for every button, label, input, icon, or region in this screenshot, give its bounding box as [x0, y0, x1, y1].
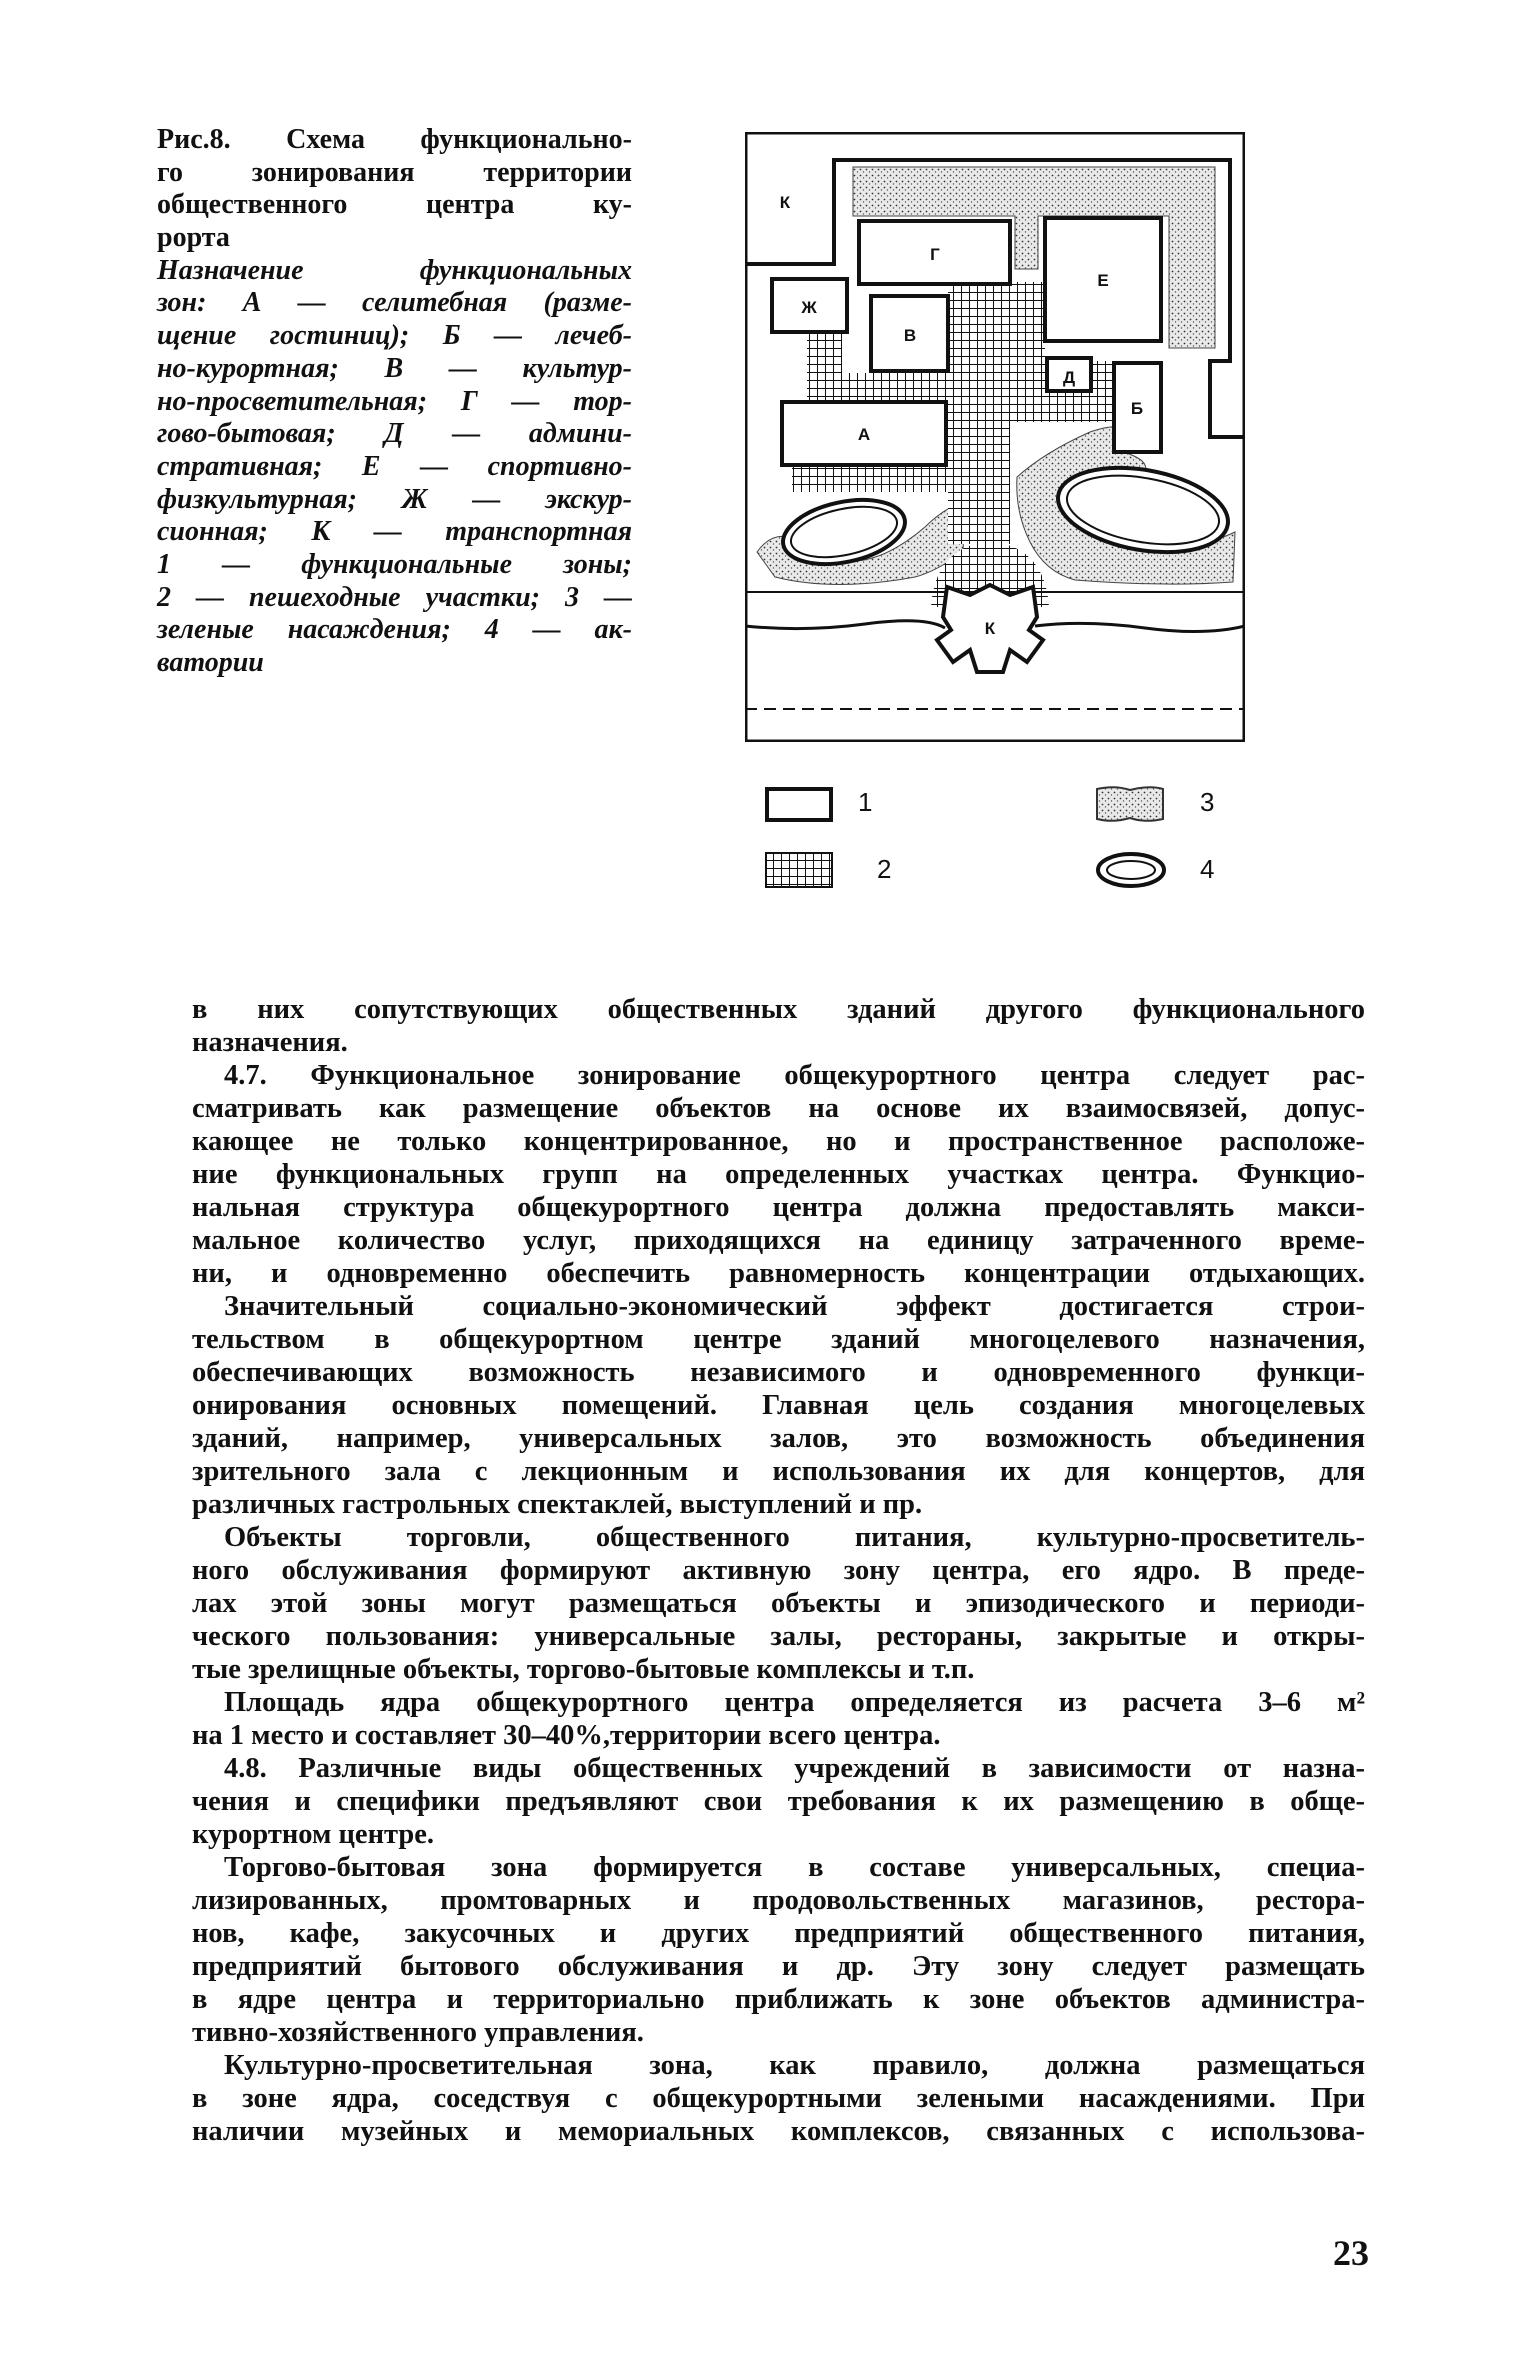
zone-label-b: Б [1130, 399, 1144, 418]
caption-legend-line: стративная; Е — спортивно- [157, 450, 632, 482]
text-line: Культурно-просветительная зона, как правило, должна размещаться [224, 2050, 1365, 2081]
zone-label-d: Д [1062, 368, 1076, 387]
caption-title-line: Рис.8. Схема функционально- [157, 124, 632, 155]
figure-caption [157, 124, 632, 680]
text-line: онирования основных помещений. Главная цель создания многоцелевых [192, 1390, 1365, 1421]
zone-label-k-bottom: К [984, 619, 996, 638]
caption-legend-line: физкультурная; Ж — экскур- [157, 483, 632, 515]
legend-symbol-pedestrian-area [765, 852, 833, 888]
text-line: лизированных, промтоварных и продовольственных магазинов, рестора- [192, 1885, 1365, 1916]
legend-num-1: 1 [858, 787, 873, 817]
text-line: наличии музейных и мемориальных комплексов, связанных с использова- [192, 2116, 1365, 2147]
caption-legend-line: но-курортная; В — культур- [157, 352, 632, 384]
paragraph [192, 1521, 1365, 1686]
text-line: зрительного зала с лекционным и использования их для концертов, для [192, 1456, 1365, 1487]
zone-label-a: А [857, 425, 871, 444]
body-text [192, 993, 1365, 2148]
legend-num-2: 2 [877, 854, 892, 884]
caption-legend-line: сионная; К — транспортная [157, 516, 632, 548]
caption-legend-line: ватории [157, 647, 264, 678]
text-line: зданий, например, универсальных залов, это возможность объединения [192, 1423, 1365, 1454]
text-line: нов, кафе, закусочных и других предприятий общественного питания, [192, 1918, 1365, 1949]
text-line: мальное количество услуг, приходящихся на единицу затраченного време- [192, 1225, 1365, 1256]
paragraph [192, 1059, 1365, 1290]
legend-symbol-green-planting [1095, 785, 1165, 823]
text-line: ние функциональных групп на определенных участках центра. Функцио- [192, 1159, 1365, 1190]
caption-legend-line: зон: А — селитебная (разме- [157, 287, 632, 319]
zone-label-k-top: К [779, 193, 791, 212]
text-line: в ядре центра и территориально приближать к зоне объектов администра- [192, 1984, 1365, 2015]
caption-legend-line: гово-бытовая; Д — админи- [157, 418, 632, 450]
legend-symbol-functional-zone [765, 787, 833, 822]
text-line: на 1 место и составляет 30–40%,территории всего центра. [192, 1720, 941, 1751]
legend-num-4: 4 [1200, 854, 1215, 884]
text-line: предприятий бытового обслуживания и др. Эту зону следует размещать [192, 1951, 1365, 1982]
text-line: в них сопутствующих общественных зданий другого функционального [192, 994, 1365, 1025]
paragraph [192, 1851, 1365, 2049]
text-line: тые зрелищные объекты, торгово-бытовые комплексы и т.п. [192, 1654, 975, 1685]
zone-label-v: В [903, 326, 917, 345]
text-line: Значительный социально-экономический эффект достигается строи- [224, 1291, 1365, 1322]
zoning-diagram [745, 132, 1245, 742]
text-line: ного обслуживания формируют активную зону центра, его ядро. В преде- [192, 1555, 1365, 1586]
zone-label-e: Е [1097, 271, 1109, 290]
zoning-diagram-svg [745, 132, 1245, 742]
text-line: 4.8. Различные виды общественных учреждений в зависимости от назна- [224, 1753, 1365, 1784]
text-line: курортном центре. [192, 1819, 434, 1850]
zone-label-zh: Ж [801, 298, 817, 317]
paragraph [192, 1290, 1365, 1521]
text-line: нальная структура общекурортного центра должна предоставлять макси- [192, 1192, 1365, 1223]
text-line: Торгово-бытовая зона формируется в составе универсальных, специа- [224, 1852, 1365, 1883]
text-line: кающее не только концентрированное, но и пространственное расположе- [192, 1126, 1365, 1157]
text-line: сматривать как размещение объектов на основе их взаимосвязей, допус- [192, 1093, 1365, 1124]
text-line: ни, и одновременно обеспечить равномерность концентрации отдыхающих. [192, 1258, 1365, 1289]
text-line: 4.7. Функциональное зонирование общекурортного центра следует рас- [224, 1060, 1365, 1091]
text-line: Объекты торговли, общественного питания, культурно-просветитель- [224, 1522, 1365, 1553]
text-line: Площадь ядра общекурортного центра определяется из расчета 3–6 м² [224, 1687, 1365, 1718]
legend-num-3: 3 [1200, 787, 1215, 817]
paragraph [192, 1752, 1365, 1851]
caption-legend-line: 2 — пешеходные участки; 3 — [157, 581, 632, 613]
caption-legend-line: зеленые насаждения; 4 — ак- [157, 614, 632, 646]
caption-legend-line: щение гостиниц); Б — лечеб- [157, 320, 632, 352]
text-line: лах этой зоны могут размещаться объекты и эпизодического и периоди- [192, 1588, 1365, 1619]
caption-title-line: рорта [157, 222, 230, 254]
zone-label-g: Г [930, 245, 940, 264]
text-line: в зоне ядра, соседствуя с общекурортными зелеными насаждениями. При [192, 2083, 1365, 2114]
text-line: обеспечивающих возможность независимого и одновременного функци- [192, 1357, 1365, 1388]
page-number: 23 [1333, 2233, 1369, 2273]
paragraph [192, 993, 1365, 1059]
legend-symbol-water-area [1095, 850, 1167, 890]
text-line: ческого пользования: универсальные залы, рестораны, закрытые и откры- [192, 1621, 1365, 1652]
caption-legend-line: Назначение функциональных [157, 254, 632, 286]
caption-title-line: общественного центра ку- [157, 189, 632, 221]
text-line: чения и специфики предъявляют свои требования к их размещению в обще- [192, 1786, 1365, 1817]
text-line: назначения. [192, 1027, 348, 1058]
caption-title-line: го зонирования территории [157, 156, 632, 188]
paragraph [192, 1686, 1365, 1752]
text-line: различных гастрольных спектаклей, выступлений и пр. [192, 1489, 923, 1520]
paragraph [192, 2049, 1365, 2148]
text-line: тельством в общекурортном центре зданий многоцелевого назначения, [192, 1324, 1365, 1355]
caption-legend-line: но-просветительная; Г — тор- [157, 385, 632, 417]
caption-legend-line: 1 — функциональные зоны; [157, 548, 632, 580]
text-line: тивно-хозяйственного управления. [192, 2017, 644, 2048]
